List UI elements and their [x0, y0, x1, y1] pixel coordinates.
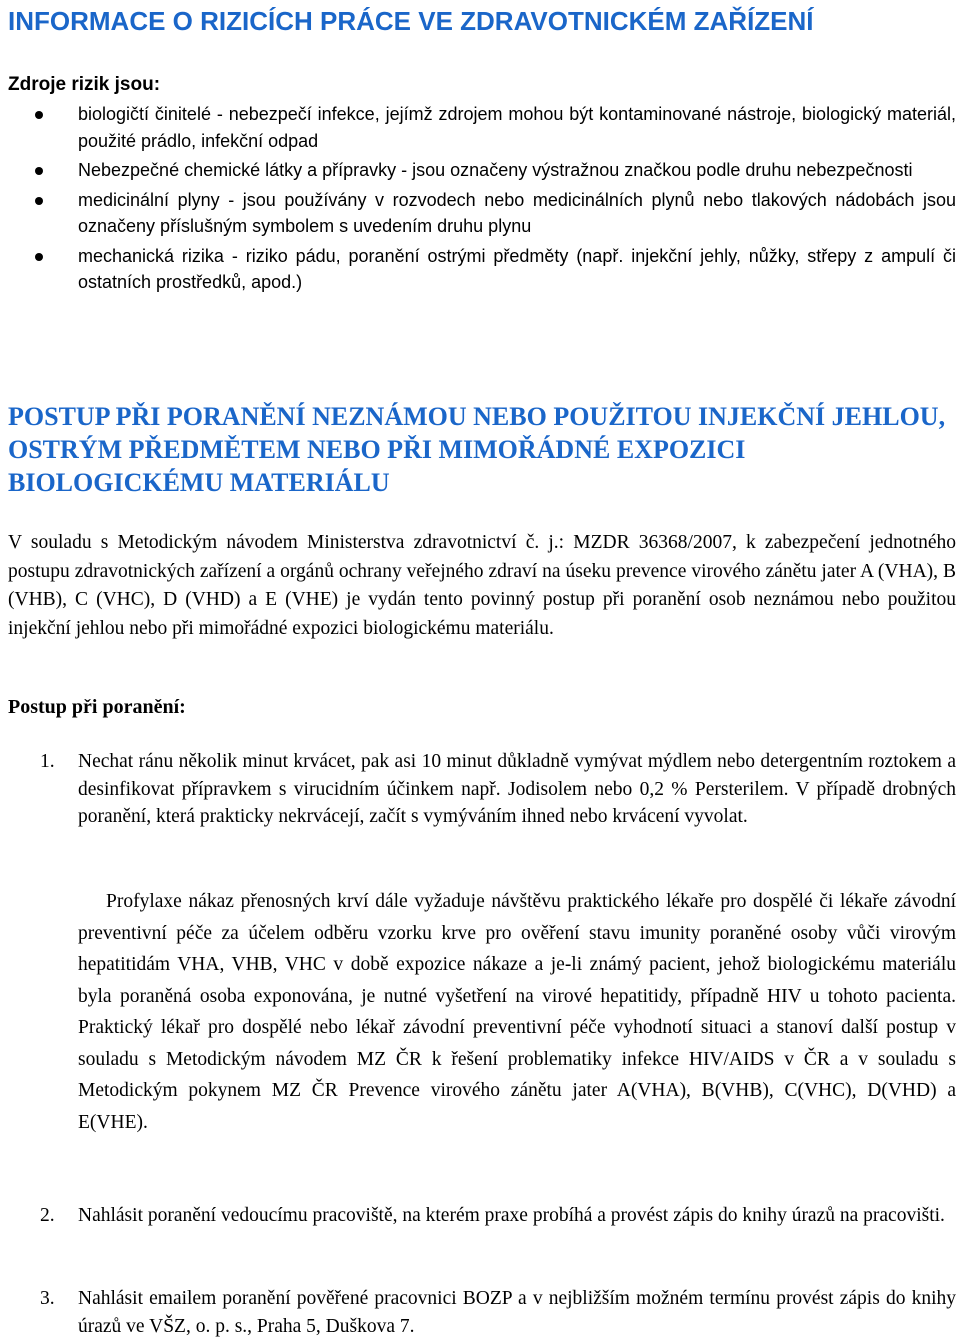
list-item-text: medicinální plyny - jsou používány v rozvodech nebo medicinálních plynů nebo tlakových nádobách jsou označeny příslušným symbolem s uvedením druhu plynu	[78, 189, 956, 236]
procedure-heading: POSTUP PŘI PORANĚNÍ NEZNÁMOU NEBO POUŽITOU INJEKČNÍ JEHLOU, OSTRÝM PŘEDMĚTEM NEBO PŘI MIMOŘÁDNÉ EXPOZICI BIOLOGICKÉMU MATERIÁLU	[8, 402, 946, 497]
step-text-3: Nahlásit emailem poranění pověřené pracovnici BOZP a v nejbližším možném termínu provést zápis do knihy úrazů ve VŠZ, o. p. s., Praha 5, Duškova 7.	[78, 1288, 956, 1337]
prophylaxis-paragraph: Profylaxe nákaz přenosných krví dále vyžaduje návštěvu praktického lékaře pro dospělé či lékaře závodní preventivní péče za účelem odběru vzorku krve pro ověření stavu imunity poraněné osoby vůči virovým hepatitidám VHA, VHB, VHC v době expozice nákaze a je-li známý pacient, jehož biologickému materiálu byla poraněná osoba exponována, je nutné vyšetření na virové hepatitidy, případně HIV u tohoto pacienta. Praktický lékař pro dospělé nebo lékař závodní preventivní péče vyhodnotí situaci a stanoví další postup v souladu s Metodickým návodem MZ ČR k řešení problematiky infekce HIV/AIDS v ČR a v souladu s Metodickým pokynem MZ ČR Prevence virového zánětu jater A(VHA), B(VHB), C(VHC), D(VHD) a E(VHE).	[78, 891, 956, 1133]
step-text-2: Nahlásit poranění vedoucímu pracoviště, na kterém praxe probíhá a provést zápis do knihy úrazů na pracovišti.	[78, 1205, 945, 1226]
list-item-text: mechanická rizika - riziko pádu, poranění ostrými předměty (např. injekční jehly, nůžky, střepy z ampulí či ostatních prostředků, apod.)	[78, 245, 956, 292]
step-number-3: 3.	[40, 1288, 55, 1309]
risk-sources-list	[0, 101, 960, 299]
step-number-1: 1.	[40, 751, 55, 772]
bullet-icon	[35, 111, 43, 119]
bullet-icon	[35, 253, 43, 261]
step-text-1: Nechat ránu několik minut krvácet, pak asi 10 minut důkladně vymývat mýdlem nebo detergentním roztokem a desinfikovat přípravkem s virucidním účinkem např. Jodisolem nebo 0,2 % Persterilem. V případě drobných poranění, která prakticky nekrvácejí, začít s vymýváním ihned nebo krvácení vyvolat.	[78, 751, 956, 827]
list-item	[78, 157, 956, 184]
list-item	[78, 243, 956, 296]
list-item-text: biologičtí činitelé - nebezpečí infekce, jejímž zdrojem mohou být kontaminované nástroje, biologický materiál, použité prádlo, infekční odpad	[78, 104, 956, 151]
intro-paragraph: V souladu s Metodickým návodem Ministerstva zdravotnictví č. j.: MZDR 36368/2007, k zabezpečení jednotného postupu zdravotnických zařízení a orgánů ochrany veřejného zdraví na úseku prevence virového zánětu jater A (VHA), B (VHB), C (VHC), D (VHD) a E (VHE) je vydán tento povinný postup při poranění osob neznámou nebo použitou injekční jehlou nebo při mimořádné expozici biologickému materiálu.	[8, 532, 956, 639]
main-heading: INFORMACE O RIZICÍCH PRÁCE VE ZDRAVOTNICKÉM ZAŘÍZENÍ	[8, 6, 814, 36]
step-number-2: 2.	[40, 1205, 55, 1226]
procedure-label: Postup při poranění:	[8, 696, 186, 718]
bullet-icon	[35, 167, 43, 175]
list-item	[78, 101, 956, 154]
bullet-icon	[35, 197, 43, 205]
list-item-text: Nebezpečné chemické látky a přípravky - jsou označeny výstražnou značkou podle druhu nebezpečnosti	[78, 160, 913, 180]
list-item	[78, 187, 956, 240]
risk-sources-label: Zdroje rizik jsou:	[8, 74, 161, 95]
